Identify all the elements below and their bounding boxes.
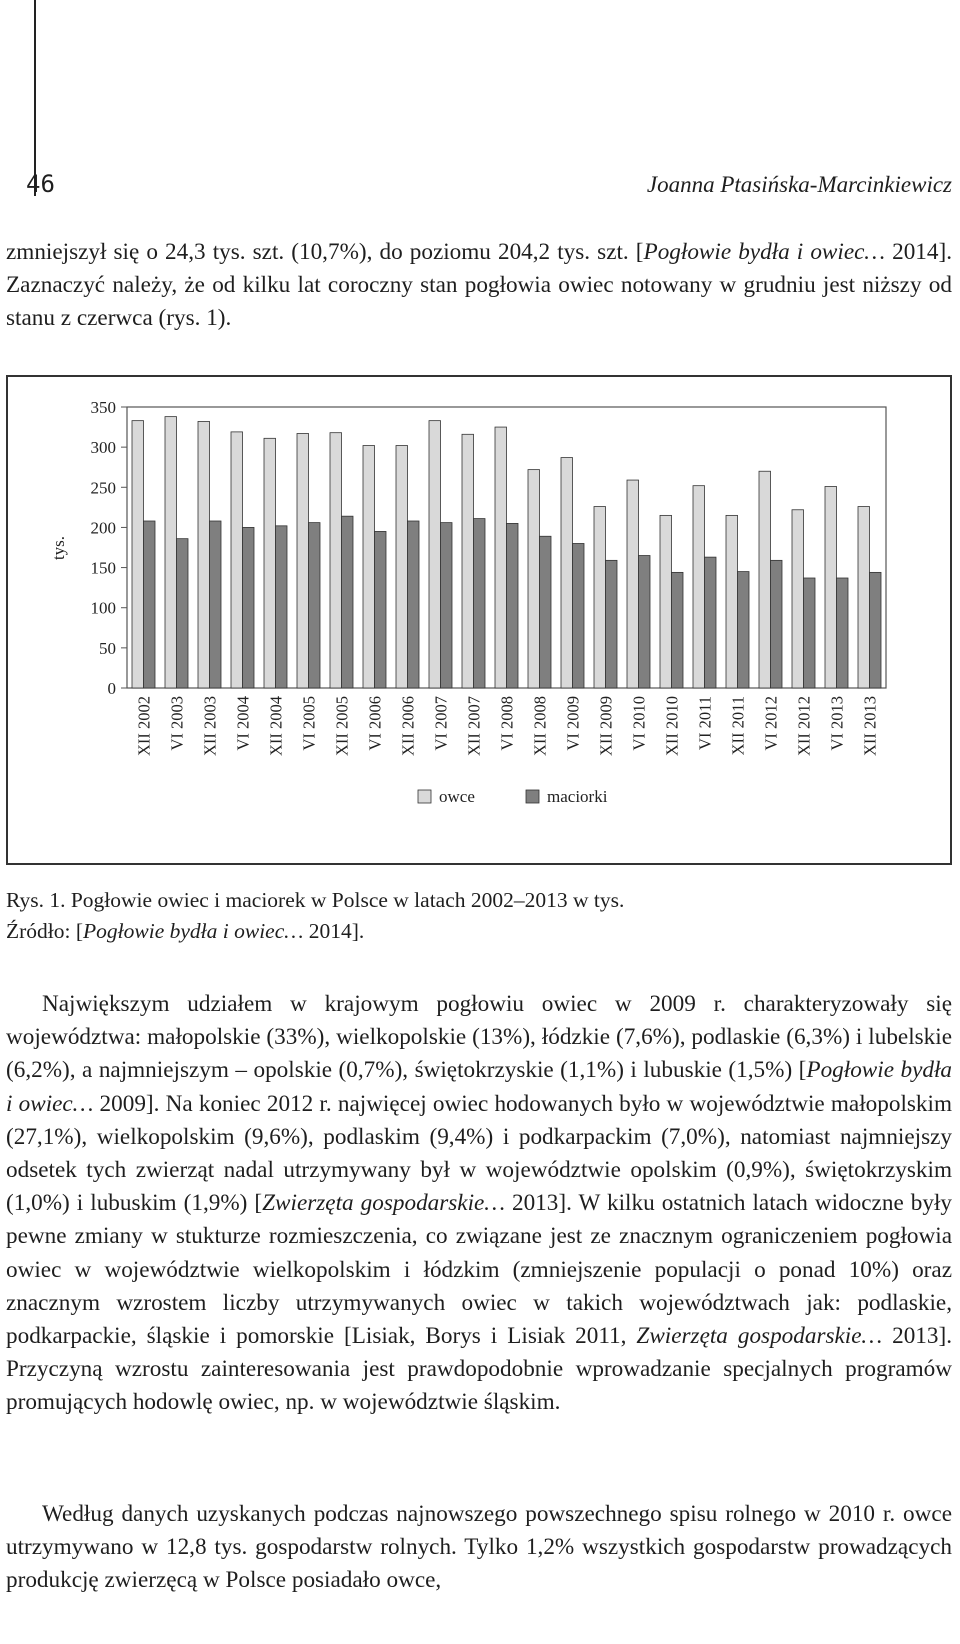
x-tick-label: XII 2006 xyxy=(398,696,418,757)
p1-citation-italic: Pogłowie bydła i owiec… xyxy=(643,239,886,265)
bar-maciorki xyxy=(639,556,651,688)
x-tick-label: VI 2010 xyxy=(629,696,649,751)
x-tick-label: XII 2007 xyxy=(464,696,484,757)
x-tick-label: VI 2004 xyxy=(233,696,253,751)
p2-citation-italic-1: Pogłowie bydła i owiec… xyxy=(6,1057,953,1117)
paragraph-1 xyxy=(6,236,952,336)
bar-owce xyxy=(825,486,837,688)
x-tick-label: XII 2011 xyxy=(728,696,748,756)
bar-maciorki xyxy=(210,521,222,688)
bar-owce xyxy=(660,515,672,688)
y-tick-label: 150 xyxy=(90,558,116,578)
bar-owce xyxy=(858,507,870,688)
bar-maciorki xyxy=(573,543,585,688)
bar-owce xyxy=(396,446,408,688)
p2-citation-italic-2: Zwierzęta gospodarskie… xyxy=(262,1190,505,1217)
page-number: 46 xyxy=(26,170,55,198)
bar-maciorki xyxy=(606,560,618,688)
figure-caption xyxy=(6,885,624,947)
p3-text-1: Według danych uzyskanych podczas najnowszego powszechnego spisu rolnego w 2010 r. owce utrzymywano w 12,8 tys. gospodarstw rolnych. Tylko 1,2% wszystkich gospodarstw prowadzących produkcję zwierzęcą w Polsce posiadało owce, xyxy=(6,1501,952,1594)
x-tick-label: XII 2005 xyxy=(332,696,352,757)
bar-owce xyxy=(528,470,540,688)
legend-label-maciorki: maciorki xyxy=(547,787,608,806)
y-tick-label: 0 xyxy=(107,679,116,698)
bar-maciorki xyxy=(540,536,552,688)
bar-owce xyxy=(165,417,177,688)
p2-text-2: 2009]. Na koniec 2012 r. najwięcej owiec hodowanych było w województwie małopolskim (27,1%), wielkopolskim (9,6%), podlaskim (9,4%) i podkarpackim (7,0%), natomiast najmniejszy odsetek tych zwierząt nadal utrzymywany był w województwie opolskim (0,9%), świętokrzyskim (1,0%) i lubuskim (1,9%) [ xyxy=(6,1090,952,1217)
p2-text-4: 2013]. Przyczyną wzrostu zainteresowania jest prawdopodobnie wprowadzanie specjalnych programów promujących hodowlę owiec, np. w województwie śląskim. xyxy=(6,1323,953,1416)
bar-owce xyxy=(495,427,507,688)
running-head-author: Joanna Ptasińska-Marcinkiewicz xyxy=(646,172,952,197)
bar-maciorki xyxy=(177,539,189,688)
y-tick-label: 350 xyxy=(90,398,116,417)
bar-owce xyxy=(297,433,309,688)
y-tick-label: 250 xyxy=(90,478,116,498)
bar-maciorki xyxy=(441,523,453,688)
x-tick-label: XII 2002 xyxy=(134,696,154,757)
p2-text-3: 2013]. W kilku ostatnich latach widoczne były pewne zmiany w stukturze rozmieszczenia, co związane jest ze znacznym ograniczeniem pogłowia owiec w województwie wielkopolskim i łódzkim (zmniejszenie populacji o ponad 10%) oraz znacznym wzrostem liczby utrzymywanych owiec w takich województwach jak: podlaskie, podkarpackie, śląskie i pomorskie [Lisiak, Borys i Lisiak 2011, xyxy=(6,1190,952,1350)
bar-owce xyxy=(264,438,276,688)
x-tick-label: XII 2012 xyxy=(794,696,814,757)
bar-maciorki xyxy=(474,519,486,688)
x-tick-label: XII 2004 xyxy=(266,696,286,757)
bar-maciorki xyxy=(507,523,519,688)
bar-owce xyxy=(759,471,771,688)
p1-text-2: 2014]. Zaznaczyć należy, że od kilku lat coroczny stan pogłowia owiec notowany w grudniu jest niższy od stanu z czerwca (rys. 1). xyxy=(6,239,953,332)
bar-maciorki xyxy=(870,572,882,688)
x-tick-label: XII 2003 xyxy=(200,696,220,757)
bar-owce xyxy=(462,434,474,688)
y-tick-label: 300 xyxy=(90,438,116,458)
bar-owce xyxy=(594,507,606,688)
bar-owce xyxy=(363,446,375,688)
bar-maciorki xyxy=(837,578,849,688)
source-suffix: 2014]. xyxy=(303,919,365,943)
p1-text-1: zmniejszył się o 24,3 tys. szt. (10,7%), do poziomu 204,2 tys. szt. [ xyxy=(6,239,644,265)
caption-source xyxy=(6,916,624,947)
x-tick-label: VI 2006 xyxy=(365,696,385,751)
x-tick-label: VI 2005 xyxy=(299,696,319,751)
y-axis-label: tys. xyxy=(49,535,68,561)
bar-maciorki xyxy=(804,578,816,688)
bar-maciorki xyxy=(375,531,387,688)
margin-rule xyxy=(34,0,36,196)
paragraph-3 xyxy=(6,1498,952,1598)
figure-frame xyxy=(6,375,952,865)
paragraph-2 xyxy=(6,988,952,1420)
bar-owce xyxy=(132,421,144,688)
x-tick-label: VI 2008 xyxy=(497,696,517,751)
bar-maciorki xyxy=(243,527,255,688)
bar-chart xyxy=(8,377,950,863)
bar-maciorki xyxy=(309,523,321,688)
p2-text-1: Największym udziałem w krajowym pogłowiu owiec w 2009 r. charakteryzowały się województwa: małopolskie (33%), wielkopolskie (13%), łódzkie (7,6%), podlaskie (6,3%) i lubelskie (6,2%), a najmniejszym – opolskie (0,7%), świętokrzyskie (1,1%) i lubuskie (1,5%) [ xyxy=(6,991,952,1084)
bar-owce xyxy=(693,486,705,688)
bar-maciorki xyxy=(144,521,156,688)
source-prefix: Źródło: [ xyxy=(6,919,84,943)
bar-owce xyxy=(231,432,243,688)
x-tick-label: XII 2013 xyxy=(860,696,880,757)
x-tick-label: XII 2010 xyxy=(662,696,682,757)
bar-maciorki xyxy=(276,526,288,688)
x-tick-label: VI 2012 xyxy=(761,696,781,751)
x-tick-label: VI 2009 xyxy=(563,696,583,751)
y-tick-label: 50 xyxy=(99,638,116,658)
x-tick-label: XII 2009 xyxy=(596,696,616,757)
bar-owce xyxy=(561,458,573,688)
bar-owce xyxy=(429,421,441,688)
x-tick-label: VI 2003 xyxy=(167,696,187,751)
bar-maciorki xyxy=(705,557,717,688)
p2-citation-italic-3: Zwierzęta gospodarskie… xyxy=(636,1323,883,1350)
bar-owce xyxy=(330,433,342,688)
bar-maciorki xyxy=(771,560,783,688)
legend-swatch-maciorki xyxy=(526,790,539,803)
bar-owce xyxy=(792,510,804,688)
bar-owce xyxy=(198,421,210,688)
bar-maciorki xyxy=(738,572,750,688)
x-tick-label: XII 2008 xyxy=(530,696,550,757)
x-tick-label: VI 2011 xyxy=(695,696,715,750)
legend-swatch-owce xyxy=(418,790,431,803)
x-tick-label: VI 2007 xyxy=(431,696,451,751)
bar-owce xyxy=(627,480,639,688)
bar-owce xyxy=(726,515,738,688)
bar-maciorki xyxy=(408,521,420,688)
caption-title: Rys. 1. Pogłowie owiec i maciorek w Polsce w latach 2002–2013 w tys. xyxy=(6,888,625,912)
x-tick-label: VI 2013 xyxy=(827,696,847,751)
y-tick-label: 200 xyxy=(90,518,116,538)
source-italic: Pogłowie bydła i owiec… xyxy=(83,919,304,943)
bar-maciorki xyxy=(672,572,684,688)
legend-label-owce: owce xyxy=(439,787,475,806)
y-tick-label: 100 xyxy=(90,598,116,618)
bar-maciorki xyxy=(342,516,354,688)
